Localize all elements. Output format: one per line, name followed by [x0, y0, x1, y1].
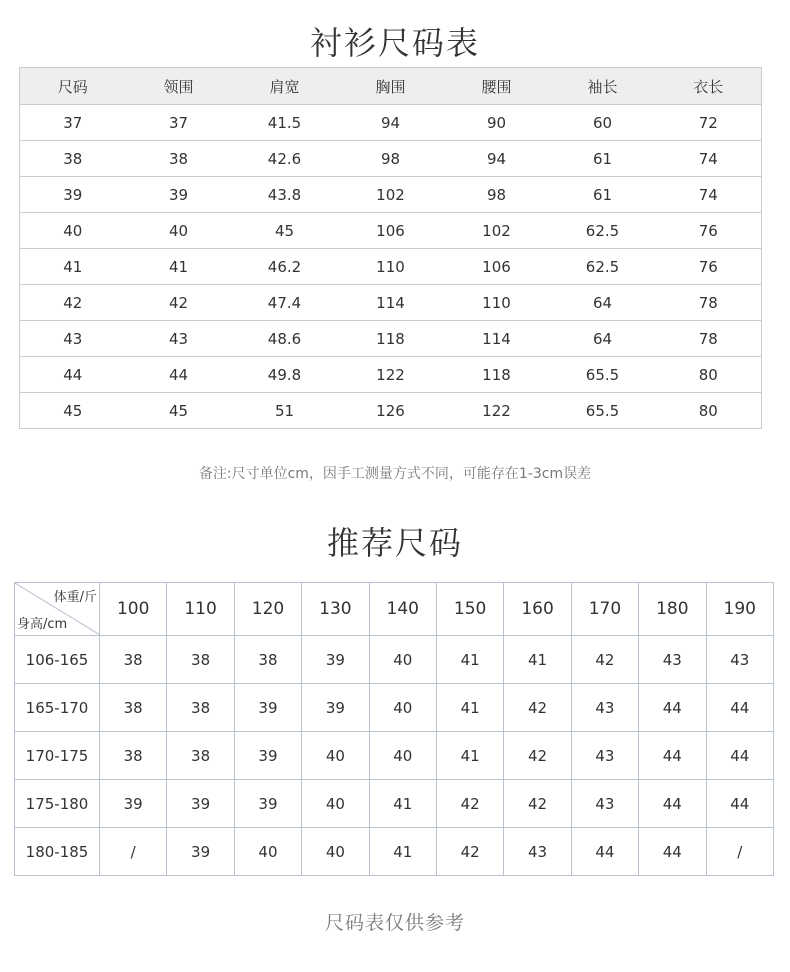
size-cell: 48.6 [232, 321, 338, 357]
recommended-size-cell: 39 [302, 684, 369, 732]
recommended-size-cell: 44 [639, 732, 706, 780]
weight-column-header: 110 [167, 583, 234, 636]
weight-column-header: 140 [369, 583, 436, 636]
recommended-size-cell: 39 [167, 780, 234, 828]
height-range-cell: 165-170 [15, 684, 100, 732]
recommended-size-cell: 42 [504, 684, 571, 732]
table-row [20, 177, 762, 213]
size-cell: 74 [656, 177, 762, 213]
size-cell: 38 [20, 141, 126, 177]
size-cell: 114 [338, 285, 444, 321]
size-cell: 43 [20, 321, 126, 357]
size-cell: 76 [656, 213, 762, 249]
height-range-cell: 175-180 [15, 780, 100, 828]
size-cell: 45 [20, 393, 126, 429]
table-row [15, 828, 774, 876]
size-cell: 106 [444, 249, 550, 285]
recommended-size-cell: 43 [571, 732, 638, 780]
size-cell: 42 [126, 285, 232, 321]
size-cell: 62.5 [550, 249, 656, 285]
recommended-size-cell: 38 [167, 684, 234, 732]
recommended-size-cell: 44 [706, 780, 773, 828]
weight-column-header: 120 [234, 583, 301, 636]
size-cell: 80 [656, 357, 762, 393]
recommended-size-cell: 43 [504, 828, 571, 876]
size-cell: 60 [550, 105, 656, 141]
size-cell: 76 [656, 249, 762, 285]
size-cell: 51 [232, 393, 338, 429]
recommended-size-cell: 40 [302, 828, 369, 876]
recommended-size-cell: / [100, 828, 167, 876]
corner-header-cell [15, 583, 100, 636]
size-cell: 94 [338, 105, 444, 141]
weight-column-header: 150 [436, 583, 503, 636]
recommended-size-cell: 41 [369, 828, 436, 876]
recommended-size-cell: 38 [167, 732, 234, 780]
size-cell: 90 [444, 105, 550, 141]
size-table-body [20, 105, 762, 429]
size-cell: 42 [20, 285, 126, 321]
recommended-size-cell: / [706, 828, 773, 876]
recommended-size-cell: 39 [167, 828, 234, 876]
size-cell: 45 [232, 213, 338, 249]
recommended-size-cell: 44 [639, 780, 706, 828]
table-row [20, 141, 762, 177]
size-cell: 94 [444, 141, 550, 177]
recommended-size-cell: 41 [369, 780, 436, 828]
size-cell: 44 [20, 357, 126, 393]
table-row [20, 105, 762, 141]
weight-column-header: 180 [639, 583, 706, 636]
size-column-header: 衣长 [656, 68, 762, 105]
recommended-size-cell: 39 [234, 684, 301, 732]
recommended-size-cell: 44 [571, 828, 638, 876]
recommended-size-cell: 42 [504, 780, 571, 828]
recommended-size-cell: 39 [302, 636, 369, 684]
size-cell: 46.2 [232, 249, 338, 285]
table-row [15, 684, 774, 732]
table-row [20, 393, 762, 429]
recommended-size-cell: 42 [504, 732, 571, 780]
size-column-header: 袖长 [550, 68, 656, 105]
size-cell: 80 [656, 393, 762, 429]
size-cell: 78 [656, 321, 762, 357]
height-axis-label: 身高/cm [17, 617, 68, 632]
table-row [15, 636, 774, 684]
recommended-size-cell: 40 [302, 732, 369, 780]
height-range-cell: 170-175 [15, 732, 100, 780]
recommended-size-cell: 44 [639, 828, 706, 876]
size-cell: 64 [550, 285, 656, 321]
size-cell: 41 [126, 249, 232, 285]
size-cell: 40 [126, 213, 232, 249]
recommended-size-cell: 41 [504, 636, 571, 684]
size-cell: 98 [444, 177, 550, 213]
size-cell: 126 [338, 393, 444, 429]
size-cell: 118 [444, 357, 550, 393]
size-cell: 49.8 [232, 357, 338, 393]
size-cell: 38 [126, 141, 232, 177]
rec-table-header-row [15, 583, 774, 636]
height-range-cell: 180-185 [15, 828, 100, 876]
table-row [20, 285, 762, 321]
size-cell: 118 [338, 321, 444, 357]
size-cell: 43 [126, 321, 232, 357]
recommended-size-cell: 38 [100, 636, 167, 684]
table-row [20, 213, 762, 249]
recommended-size-cell: 42 [436, 828, 503, 876]
size-cell: 43.8 [232, 177, 338, 213]
size-cell: 62.5 [550, 213, 656, 249]
size-table-header-row [20, 68, 762, 105]
size-column-header: 尺码 [20, 68, 126, 105]
recommended-size-cell: 38 [100, 732, 167, 780]
size-column-header: 腰围 [444, 68, 550, 105]
recommended-size-cell: 41 [436, 684, 503, 732]
weight-column-header: 130 [302, 583, 369, 636]
recommended-size-cell: 43 [571, 684, 638, 732]
weight-column-header: 160 [504, 583, 571, 636]
recommended-size-cell: 38 [167, 636, 234, 684]
recommended-size-table [14, 582, 774, 876]
recommended-size-cell: 43 [706, 636, 773, 684]
recommended-size-cell: 42 [436, 780, 503, 828]
reference-only-footer: 尺码表仅供参考 [324, 912, 465, 934]
size-cell: 39 [126, 177, 232, 213]
size-cell: 122 [338, 357, 444, 393]
size-chart-title: 衬衫尺码表 [309, 24, 480, 62]
table-row [20, 321, 762, 357]
recommended-size-cell: 40 [369, 684, 436, 732]
recommended-size-cell: 44 [639, 684, 706, 732]
recommended-size-cell: 42 [571, 636, 638, 684]
size-cell: 72 [656, 105, 762, 141]
size-cell: 39 [20, 177, 126, 213]
size-cell: 102 [444, 213, 550, 249]
size-cell: 37 [126, 105, 232, 141]
size-cell: 102 [338, 177, 444, 213]
size-cell: 42.6 [232, 141, 338, 177]
recommended-size-cell: 40 [234, 828, 301, 876]
recommended-size-cell: 39 [234, 732, 301, 780]
size-cell: 65.5 [550, 393, 656, 429]
recommended-size-cell: 40 [369, 732, 436, 780]
size-cell: 98 [338, 141, 444, 177]
recommended-size-cell: 43 [639, 636, 706, 684]
recommended-size-cell: 41 [436, 732, 503, 780]
table-row [15, 780, 774, 828]
table-row [20, 249, 762, 285]
size-cell: 122 [444, 393, 550, 429]
recommended-size-cell: 40 [369, 636, 436, 684]
size-column-header: 胸围 [338, 68, 444, 105]
size-cell: 61 [550, 141, 656, 177]
weight-axis-label: 体重/斤 [53, 590, 97, 605]
recommended-size-title: 推荐尺码 [326, 524, 463, 562]
table-row [15, 732, 774, 780]
recommended-size-cell: 38 [234, 636, 301, 684]
size-column-header: 领围 [126, 68, 232, 105]
rec-table-body [15, 636, 774, 876]
measurement-note: 备注:尺寸单位cm，因手工测量方式不同，可能存在1-3cm误差 [198, 466, 592, 482]
size-cell: 61 [550, 177, 656, 213]
recommended-size-cell: 44 [706, 732, 773, 780]
weight-column-header: 170 [571, 583, 638, 636]
shirt-size-table [19, 67, 762, 429]
recommended-size-cell: 39 [234, 780, 301, 828]
recommended-size-cell: 43 [571, 780, 638, 828]
recommended-size-cell: 41 [436, 636, 503, 684]
weight-column-header: 190 [706, 583, 773, 636]
size-cell: 114 [444, 321, 550, 357]
size-cell: 65.5 [550, 357, 656, 393]
size-cell: 45 [126, 393, 232, 429]
size-cell: 44 [126, 357, 232, 393]
weight-column-header: 100 [100, 583, 167, 636]
size-cell: 47.4 [232, 285, 338, 321]
size-cell: 106 [338, 213, 444, 249]
size-cell: 37 [20, 105, 126, 141]
size-cell: 110 [444, 285, 550, 321]
recommended-size-cell: 44 [706, 684, 773, 732]
recommended-size-cell: 38 [100, 684, 167, 732]
height-range-cell: 106-165 [15, 636, 100, 684]
size-column-header: 肩宽 [232, 68, 338, 105]
size-cell: 41 [20, 249, 126, 285]
size-cell: 64 [550, 321, 656, 357]
size-cell: 40 [20, 213, 126, 249]
table-row [20, 357, 762, 393]
size-cell: 78 [656, 285, 762, 321]
size-cell: 74 [656, 141, 762, 177]
recommended-size-cell: 40 [302, 780, 369, 828]
size-cell: 41.5 [232, 105, 338, 141]
recommended-size-cell: 39 [100, 780, 167, 828]
size-cell: 110 [338, 249, 444, 285]
